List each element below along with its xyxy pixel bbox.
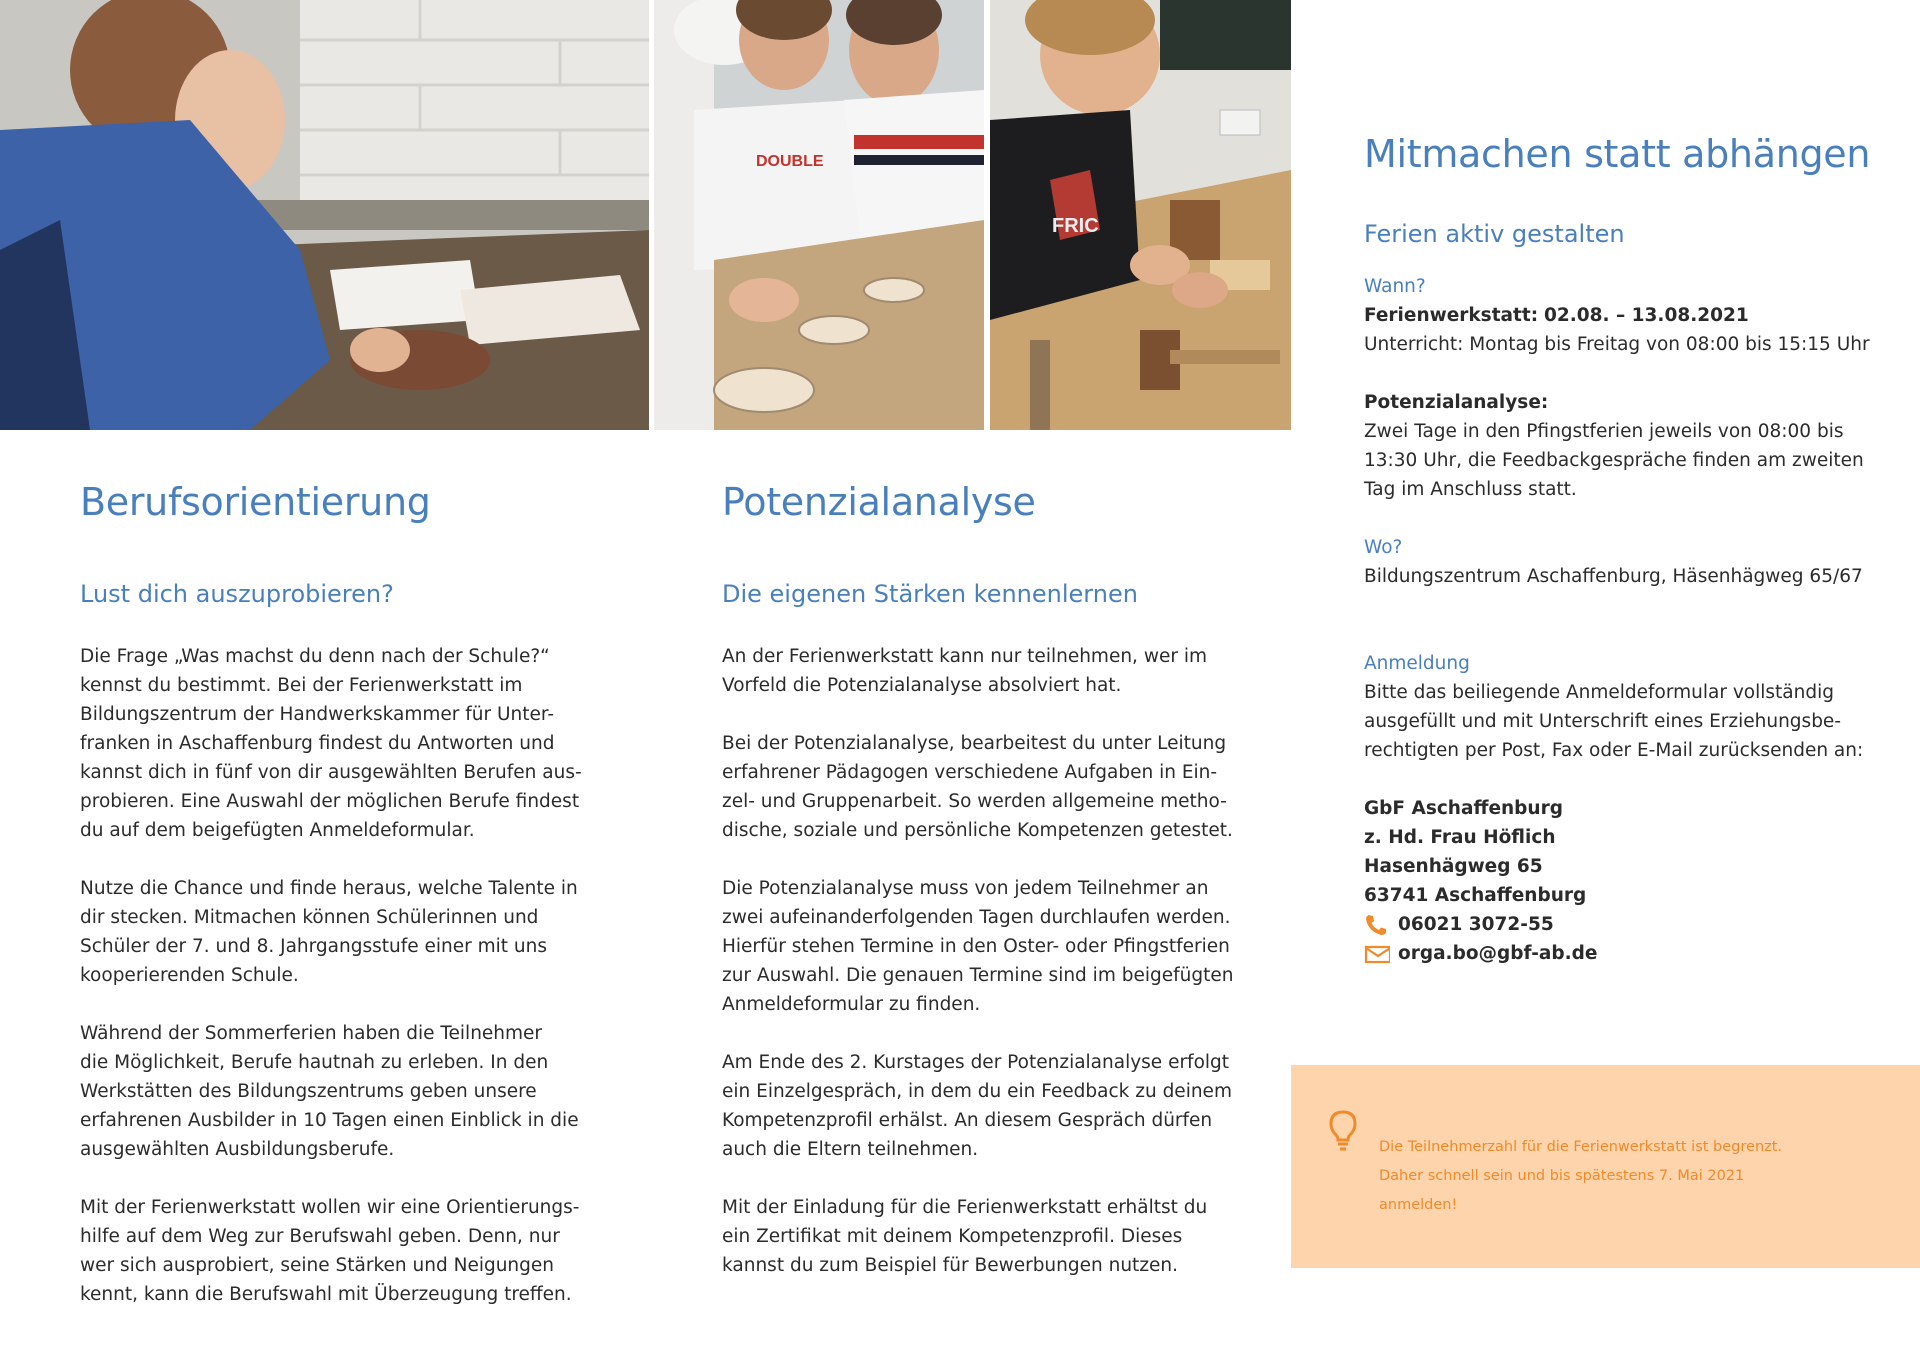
svg-text:FRIC: FRIC xyxy=(1052,215,1099,237)
address-line: 63741 Aschaffenburg xyxy=(1364,885,1587,906)
when-label: Wann? xyxy=(1364,276,1426,297)
paragraph: Mit der Ferienwerkstatt wollen wir eine Orientierungs- hilfe auf dem Weg zur Berufswahl geben. Denn, nur wer sich ausprobiert, seine Stärken und Neigungen kennt, kann die Berufswahl mit Überzeugung treffen. xyxy=(80,1197,580,1305)
photo-metalwork xyxy=(0,0,649,430)
unterricht-line: Unterricht: Montag bis Freitag von 08:00 bis 15:15 Uhr xyxy=(1364,334,1870,355)
column-mitmachen xyxy=(1364,130,1884,968)
address-line: z. Hd. Frau Höflich xyxy=(1364,827,1556,848)
anmeldung-text: Bitte das beiliegende Anmeldeformular vollständig ausgefüllt und mit Unterschrift eines Erziehungsbe- rechtigten per Post, Fax oder E-Mail zurücksenden an: xyxy=(1364,682,1864,761)
section-subtitle: Ferien aktiv gestalten xyxy=(1364,220,1625,248)
paragraph: Bei der Potenzialanalyse, bearbeitest du unter Leitung erfahrener Pädagogen verschiedene Aufgaben in Ein- zel- und Gruppenarbeit. So werden allgemeine metho- dische, soziale und persönliche Kompetenzen getestet. xyxy=(722,733,1233,841)
column-berufsorientierung xyxy=(80,478,620,1338)
section-title: Potenzialanalyse xyxy=(722,480,1036,524)
pa-label: Potenzialanalyse: xyxy=(1364,392,1549,413)
paragraph: Die Potenzialanalyse muss von jedem Teilnehmer an zwei aufeinanderfolgenden Tagen durchlaufen werden. Hierfür stehen Termine in den Oster- oder Pfingstferien zur Auswahl. Die genauen Termine sind im beigefügten Anmeldeformular zu finden. xyxy=(722,878,1234,1015)
pa-text: Zwei Tage in den Pfingstferien jeweils von 08:00 bis 13:30 Uhr, die Feedbackgespräche finden am zweiten Tag im Anschluss statt. xyxy=(1364,421,1864,500)
anmeldung-label: Anmeldung xyxy=(1364,653,1470,674)
section-subtitle: Die eigenen Stärken kennenlernen xyxy=(722,580,1138,608)
notice-box xyxy=(1291,1065,1920,1268)
photo-baking-image xyxy=(654,0,984,430)
paragraph: An der Ferienwerkstatt kann nur teilnehmen, wer im Vorfeld die Potenzialanalyse absolviert hat. xyxy=(722,646,1207,696)
notice-line: anmelden! xyxy=(1379,1197,1458,1213)
anmeldung-block xyxy=(1364,649,1884,968)
notice-line: Die Teilnehmerzahl für die Ferienwerkstatt ist begrenzt. xyxy=(1379,1139,1783,1155)
section-subtitle: Lust dich auszuprobieren? xyxy=(80,580,394,608)
mail-icon xyxy=(1364,943,1388,965)
notice-line: Daher schnell sein und bis spätestens 7. Mai 2021 xyxy=(1379,1168,1745,1184)
paragraph: Nutze die Chance und finde heraus, welche Talente in dir stecken. Mitmachen können Schülerinnen und Schüler der 7. und 8. Jahrgangsstufe einer mit uns kooperierenden Schule. xyxy=(80,878,578,986)
section-body xyxy=(722,642,1262,1280)
paragraph: Am Ende des 2. Kurstages der Potenzialanalyse erfolgt ein Einzelgespräch, in dem du ein Feedback zu deinem Kompetenzprofil erhälst. An diesem Gespräch dürfen auch die Eltern teilnehmen. xyxy=(722,1052,1232,1160)
section-title: Mitmachen statt abhängen xyxy=(1364,132,1871,176)
column-potenzialanalyse xyxy=(722,478,1262,1309)
where-label: Wo? xyxy=(1364,537,1403,558)
photo-baking xyxy=(654,0,984,430)
phone-number[interactable]: 06021 3072-55 xyxy=(1398,914,1554,935)
address-block xyxy=(1364,794,1884,910)
notice-text xyxy=(1379,1133,1859,1220)
address-line: Hasenhägweg 65 xyxy=(1364,856,1543,877)
paragraph: Die Frage „Was machst du denn nach der Schule?“ kennst du bestimmt. Bei der Ferienwerkstatt im Bildungszentrum der Handwerkskammer für Unter- franken in Aschaffenburg findest du Antworten und kannst dich in fünf von dir ausgewählten Berufen aus- probieren. Eine Auswahl der möglichen Berufe findest du auf dem beigefügten Anmeldeformular. xyxy=(80,646,582,841)
phone-line[interactable] xyxy=(1364,910,1884,939)
svg-text:DOUBLE: DOUBLE xyxy=(756,153,824,170)
photo-woodwork xyxy=(990,0,1291,430)
phone-icon xyxy=(1364,914,1388,936)
section-body xyxy=(80,642,620,1309)
when-block xyxy=(1364,272,1884,504)
ferienwerkstatt-line: Ferienwerkstatt: 02.08. – 13.08.2021 xyxy=(1364,305,1749,326)
email-line[interactable] xyxy=(1364,939,1884,968)
lightbulb-icon xyxy=(1327,1109,1359,1153)
paragraph: Während der Sommerferien haben die Teilnehmer die Möglichkeit, Berufe hautnah zu erleben. In den Werkstätten des Bildungszentrums geben unsere erfahrenen Ausbilder in 10 Tagen einen Einblick in die ausgewählten Ausbildungsberufe. xyxy=(80,1023,579,1160)
address-line: GbF Aschaffenburg xyxy=(1364,798,1563,819)
where-block xyxy=(1364,533,1884,591)
email-address[interactable]: orga.bo@gbf-ab.de xyxy=(1398,943,1598,964)
where-text: Bildungszentrum Aschaffenburg, Häsenhägweg 65/67 xyxy=(1364,566,1863,587)
photo-woodwork-image xyxy=(990,0,1291,430)
paragraph: Mit der Einladung für die Ferienwerkstatt erhältst du ein Zertifikat mit deinem Kompetenzprofil. Dieses kannst du zum Beispiel für Bewerbungen nutzen. xyxy=(722,1197,1208,1276)
photo-metalwork-image xyxy=(0,0,649,430)
section-title: Berufsorientierung xyxy=(80,480,431,524)
